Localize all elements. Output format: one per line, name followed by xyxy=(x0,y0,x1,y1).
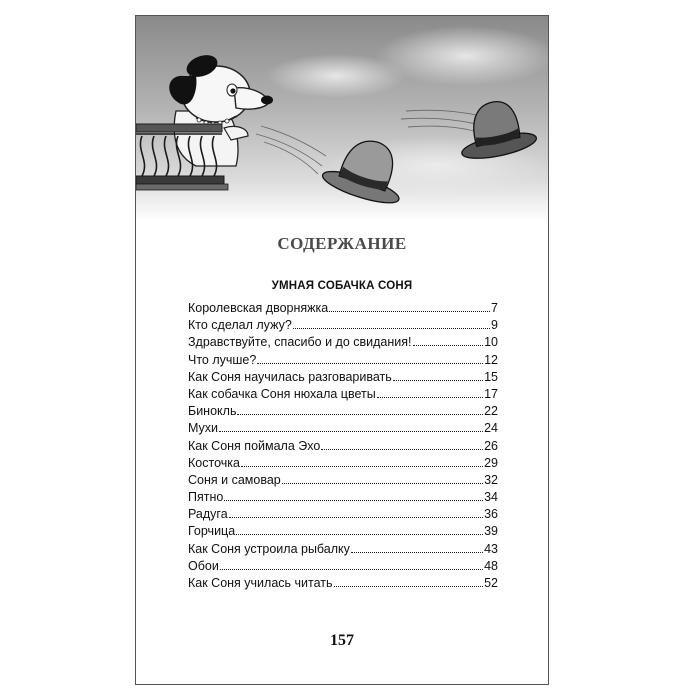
toc-list xyxy=(188,301,498,593)
toc-entry-title: Как Соня поймала Эхо xyxy=(188,438,321,453)
toc-leader-dots xyxy=(229,517,483,518)
toc-entry-title: Радуга xyxy=(188,507,228,522)
toc-entry-title: Соня и самовар xyxy=(188,472,281,487)
toc-leader-dots xyxy=(293,328,490,329)
toc-entry xyxy=(188,490,498,507)
toc-entry xyxy=(188,439,498,456)
illustration xyxy=(136,16,548,221)
toc-entry-title: Косточка xyxy=(188,455,240,470)
toc-leader-dots xyxy=(236,534,483,535)
toc-entry xyxy=(188,542,498,559)
toc-entry-page: 29 xyxy=(484,455,498,470)
toc-entry xyxy=(188,456,498,473)
toc-entry-page: 43 xyxy=(484,541,498,556)
toc-entry-title: Пятно xyxy=(188,490,224,505)
toc-entry-page: 39 xyxy=(484,524,498,539)
toc-entry-page: 22 xyxy=(484,404,498,419)
toc-entry-title: Кто сделал лужу? xyxy=(188,318,292,333)
toc-entry-page: 36 xyxy=(484,507,498,522)
toc-entry-page: 10 xyxy=(484,335,498,350)
toc-entry-page: 32 xyxy=(484,472,498,487)
toc-leader-dots xyxy=(351,552,483,553)
toc-entry-page: 34 xyxy=(484,490,498,505)
toc-entry xyxy=(188,507,498,524)
toc-entry xyxy=(188,576,498,593)
toc-entry-title: Как Соня устроила рыбалку xyxy=(188,541,350,556)
toc-leader-dots xyxy=(257,363,483,364)
toc-entry xyxy=(188,318,498,335)
toc-entry-page: 12 xyxy=(484,352,498,367)
toc-entry-page: 17 xyxy=(484,386,498,401)
toc-entry xyxy=(188,473,498,490)
toc-entry-title: Горчица xyxy=(188,524,236,539)
toc-entry-page: 26 xyxy=(484,438,498,453)
toc-entry xyxy=(188,404,498,421)
toc-entry-page: 52 xyxy=(484,576,498,590)
toc-entry-page: 48 xyxy=(484,558,498,573)
toc-entry-title: Королевская дворняжка xyxy=(188,301,329,315)
toc-leader-dots xyxy=(334,586,484,587)
toc-entry xyxy=(188,301,498,318)
toc-leader-dots xyxy=(321,449,483,450)
toc-entry-title: Что лучше? xyxy=(188,352,257,367)
toc-entry-title: Как Соня научилась разговаривать xyxy=(188,369,392,384)
toc-leader-dots xyxy=(282,483,483,484)
toc-leader-dots xyxy=(237,414,483,415)
toc-entry xyxy=(188,370,498,387)
toc-leader-dots xyxy=(329,311,490,312)
toc-entry-title: Обои xyxy=(188,558,219,573)
toc-entry-title: Мухи xyxy=(188,421,219,436)
toc-entry-title: Бинокль xyxy=(188,404,237,419)
toc-leader-dots xyxy=(241,466,483,467)
toc-entry xyxy=(188,335,498,352)
toc-entry xyxy=(188,421,498,438)
toc-leader-dots xyxy=(220,569,483,570)
toc-entry xyxy=(188,559,498,576)
toc-leader-dots xyxy=(377,397,483,398)
toc-entry xyxy=(188,524,498,541)
toc-leader-dots xyxy=(219,431,483,432)
toc-entry-page: 9 xyxy=(491,318,498,333)
toc-leader-dots xyxy=(393,380,483,381)
part-title: УМНАЯ СОБАЧКА СОНЯ xyxy=(271,280,413,292)
toc-entry-page: 15 xyxy=(484,369,498,384)
page-number: 157 xyxy=(330,632,354,649)
toc-leader-dots xyxy=(413,345,484,346)
toc-entry-title: Как собачка Соня нюхала цветы xyxy=(188,386,376,401)
book-page xyxy=(135,15,549,685)
toc-entry xyxy=(188,387,498,404)
toc-entry-page: 7 xyxy=(491,301,498,315)
toc-entry-title: Как Соня училась читать xyxy=(188,576,333,590)
toc-entry xyxy=(188,353,498,370)
toc-entry-page: 24 xyxy=(484,421,498,436)
toc-entry-title: Здравствуйте, спасибо и до свидания! xyxy=(188,335,412,350)
toc-leader-dots xyxy=(224,500,483,501)
toc-heading: СОДЕРЖАНИЕ xyxy=(277,234,407,253)
